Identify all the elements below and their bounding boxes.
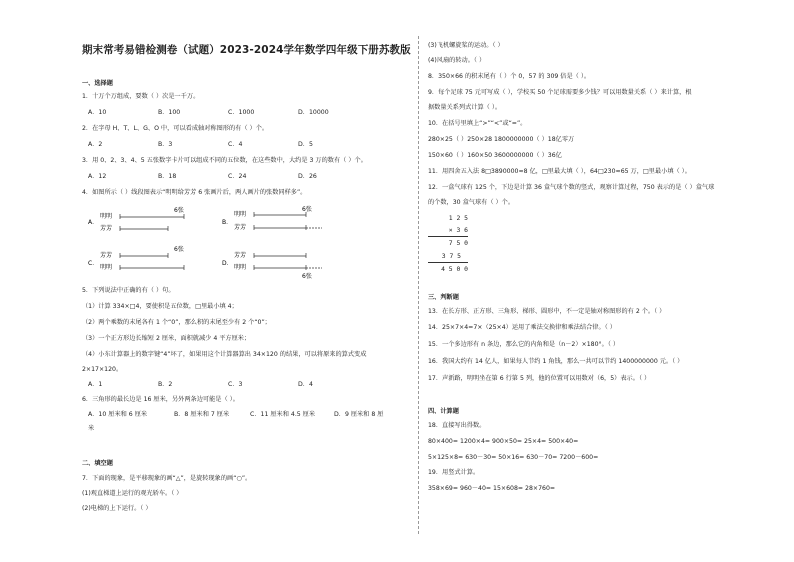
diagram-b-top-label: 明明 xyxy=(234,211,247,218)
question-13: 13．在长方形、正方形、三角形、梯形、圆形中，不一定是轴对称图形的有 2 个。（ ） xyxy=(428,308,666,315)
page-title: 期末常考易错检测卷（试题）2023-2024学年数学四年级下册苏教版 xyxy=(82,44,411,56)
question-5: 5．下列说法中正确的有（ ）句。 xyxy=(82,287,175,294)
vert-row-5: 4 5 0 0 xyxy=(441,264,468,273)
q1-option-b: B．100 xyxy=(158,109,181,116)
q3-option-b: B．18 xyxy=(158,173,177,180)
vert-row-1: 1 2 5 xyxy=(448,214,468,222)
vert-row-2: × 3 6 xyxy=(428,224,468,237)
question-6: 6．三角形的最长边是 16 厘米，另外两条边可能是（ ）。 xyxy=(82,396,239,403)
question-18: 18．直接写出得数。 xyxy=(428,422,486,429)
q7-item-2: (2)电梯的上下运行。（ ） xyxy=(82,505,152,512)
question-12: 12．一盒气球有 125 个，下边是计算 36 盒气球个数的竖式，观察计算过程，750 表示的是（ ）盒气球 xyxy=(428,184,715,191)
q18-row-1: 80×400= 1200×4= 900×50= 25×4= 500×40= xyxy=(428,438,579,445)
q3-option-d: D．26 xyxy=(298,173,317,180)
q3-option-c: C．24 xyxy=(228,173,247,180)
q4-diagram-c xyxy=(88,243,208,277)
question-7: 7．下面的现象，是平移现象的画“△”，是旋转现象的画“○”。 xyxy=(82,475,252,482)
question-9-cont: 据数量关系列式计算（ ）。 xyxy=(428,104,502,111)
q18-row-2: 5×125×8= 630－30= 50×16= 630－70= 7200－600= xyxy=(428,454,599,461)
right-column xyxy=(428,0,768,562)
q6-option-d-cont: 米 xyxy=(88,425,95,432)
q5-option-b: B．2 xyxy=(158,381,173,388)
q1-option-a: A．10 xyxy=(88,109,107,116)
left-column xyxy=(82,0,412,562)
q4-diagram-a xyxy=(88,204,208,238)
diagram-c-bottom-label: 明明 xyxy=(100,264,113,271)
q2-option-a: A．2 xyxy=(88,141,103,148)
diagram-a-bottom-label: 芳芳 xyxy=(100,225,113,232)
question-11: 11．用四舍五入法 8□3890000≈8 亿，□里最大填（ ），64□230≈65 万，□里最小填（ ）。 xyxy=(428,168,691,175)
q3-option-a: A．12 xyxy=(88,173,107,180)
question-12-cont: 的个数，30 盒气球有（ ）个。 xyxy=(428,199,515,206)
q6-option-a: A．10 厘米和 6 厘米 xyxy=(88,411,148,418)
question-1: 1．十万个万组成，要数（ ）次是一千万。 xyxy=(82,93,200,100)
q10-row-2: 150×60（ ）160×50 3600000000（ ）36亿 xyxy=(428,152,562,159)
diagram-c-letter: C． xyxy=(88,260,99,267)
q7-item-4: (4)风扇的转动。（ ） xyxy=(428,57,486,64)
section-calc-heading: 四、计算题 xyxy=(428,408,459,415)
vertical-multiplication xyxy=(428,212,468,275)
section-judge-heading: 三、判断题 xyxy=(428,294,459,301)
question-3: 3．用 0、2、3、4、5 五张数字卡片可以组成不同的五位数，在这些数中，大约是 3 万的数有（ ）个。 xyxy=(82,157,367,164)
q5-option-d: D．4 xyxy=(298,381,313,388)
q5-item-3: （3）一个正方形边长缩短 2 厘米，面积就减少 4 平方厘米； xyxy=(82,335,251,342)
diagram-b-mark: 6张 xyxy=(302,206,312,213)
q5-option-c: C．3 xyxy=(228,381,243,388)
q10-row-1: 280×25（ ）250×28 1800000000（ ）18亿零万 xyxy=(428,136,575,143)
question-10: 10．在括号里填上“>”“<”或“=”。 xyxy=(428,120,527,127)
q2-option-c: C．4 xyxy=(228,141,243,148)
q1-option-c: C．1000 xyxy=(228,109,255,116)
q7-item-3: (3)飞机螺旋桨的运动。（ ） xyxy=(428,42,504,49)
q2-option-b: B．3 xyxy=(158,141,173,148)
question-4: 4．如图所示（ ）线段图表示“明明给芳芳 6 张画片后，两人画片的张数同样多”。 xyxy=(82,189,307,196)
diagram-b-bottom-label: 芳芳 xyxy=(234,224,247,231)
vert-row-3: 7 5 0 xyxy=(448,239,468,248)
question-2: 2．在字母 H、T、L、G、O 中，可以看成轴对称图形的有（ ）个。 xyxy=(82,125,269,132)
q6-option-c: C．11 厘米和 4.5 厘米 xyxy=(250,411,316,418)
q5-item-1: （1）计算 334×□4，要使积是五位数，□里最小填 4； xyxy=(82,303,238,310)
q4-diagram-d xyxy=(222,243,342,281)
question-8: 8．350×66 的积末尾有（ ）个 0，57 的 309 倍是（ ）。 xyxy=(428,73,591,80)
vert-row-4: 3 7 5 xyxy=(428,250,468,263)
diagram-d-bottom-label: 明明 xyxy=(234,264,247,271)
q6-option-d: D．9 厘米和 8 厘 xyxy=(334,411,384,418)
q5-item-2: （2）两个乘数的末尾各有 1 个“0”，那么积的末尾至少有 2 个“0”； xyxy=(82,319,271,326)
q2-option-d: D．5 xyxy=(298,141,313,148)
q1-option-d: D．10000 xyxy=(298,109,329,116)
column-divider xyxy=(418,36,419,534)
q5-item-4-cont: 2×17×120。 xyxy=(82,366,123,373)
q4-diagram-b xyxy=(222,204,342,242)
section-choice-heading: 一、选择题 xyxy=(82,80,113,87)
diagram-d-letter: D． xyxy=(222,260,233,267)
question-16: 16．我国大约有 14 亿人，如果每人节约 1 角钱，那么一共可以节约 1400000000 元。（ ） xyxy=(428,358,684,365)
diagram-d-mark: 6张 xyxy=(302,273,312,280)
diagram-a-top-label: 明明 xyxy=(100,213,113,220)
question-15: 15．一个多边形有 n 条边，那么它的内角和是（n－2）×180°。（ ） xyxy=(428,341,620,348)
question-19: 19．用竖式计算。 xyxy=(428,469,480,476)
question-14: 14．25×7×4=7×（25×4）运用了乘法交换律和乘法结合律。（ ） xyxy=(428,324,616,331)
section-fill-heading: 二、填空题 xyxy=(82,460,113,467)
diagram-c-top-label: 芳芳 xyxy=(100,252,113,259)
q5-item-4: （4）小东计算器上的数字键“4”坏了，如果用这个计算器算出 34×120 的结果，可以将原来的算式变成 xyxy=(82,351,367,358)
question-9: 9．每个足球 75 元可写成（ ），学校买 50 个足球需要多少钱？可以用数量关系（ ）来计算，根 xyxy=(428,89,692,96)
diagram-a-mark: 6张 xyxy=(174,207,184,214)
q6-option-b: B．8 厘米和 7 厘米 xyxy=(174,411,230,418)
q5-option-a: A．1 xyxy=(88,381,103,388)
q19-row: 358×69= 960－40= 15×608= 28×760= xyxy=(428,485,556,492)
diagram-c-mark: 6张 xyxy=(174,246,184,253)
question-17: 17．声新路，明明坐在第 6 行第 5 列，他的位置可以用数对（6，5）表示。（ ） xyxy=(428,375,651,382)
diagram-d-top-label: 芳芳 xyxy=(234,252,247,259)
q7-item-1: (1)观直梯道上运行的观光轿车。（ ） xyxy=(82,490,183,497)
diagram-a-letter: A． xyxy=(88,219,99,226)
diagram-b-letter: B． xyxy=(222,219,233,226)
